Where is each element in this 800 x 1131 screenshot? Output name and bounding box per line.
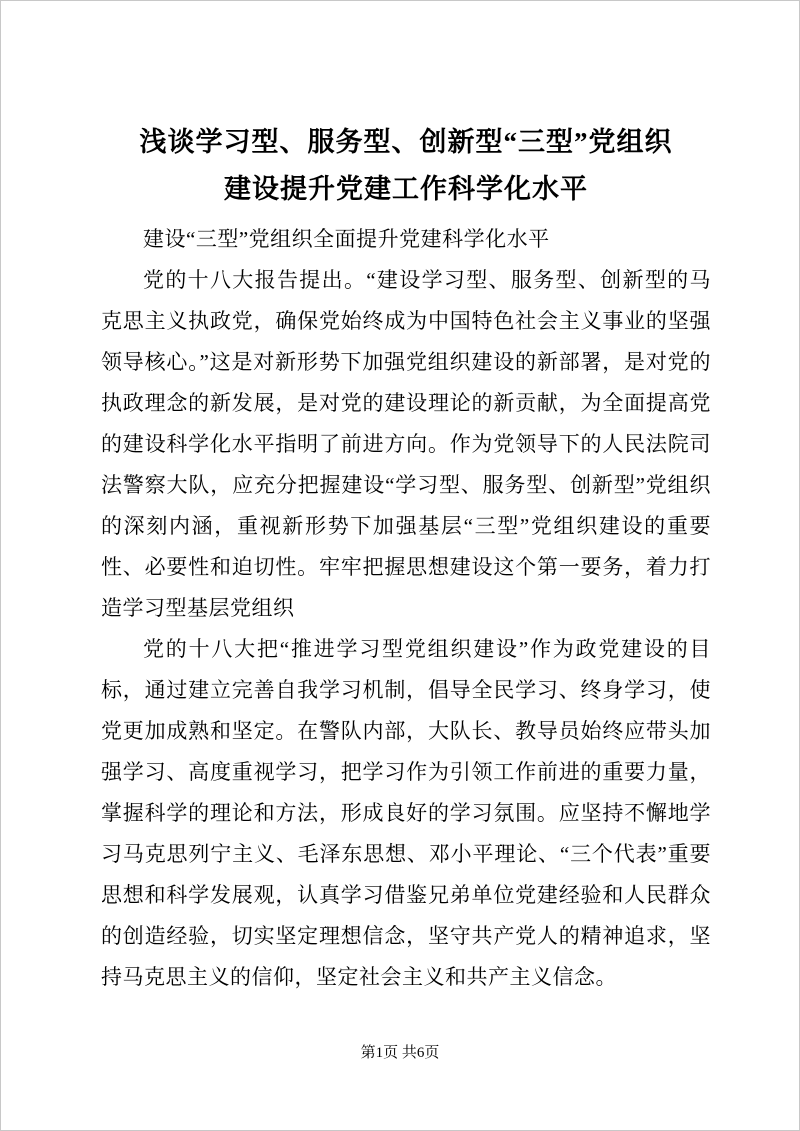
- document-body: [101, 219, 711, 998]
- document-title: [101, 119, 711, 213]
- document-title-line-1: 浅谈学习型、服务型、创新型“三型”党组织: [139, 127, 673, 157]
- page-number-footer: 第1页 共6页: [360, 1045, 440, 1061]
- document-title-line-2: 建设提升党建工作科学化水平: [224, 174, 588, 204]
- paragraph-subtitle: 建设“三型”党组织全面提升党建科学化水平: [143, 227, 550, 251]
- paragraph-2: 党的十八大把“推进学习型党组织建设”作为政党建设的目标，通过建立完善自我学习机制，倡导全民学习、终身学习，使党更加成熟和坚定。在警队内部，大队长、教导员始终应带头加强学习、高度重视学习，把学习作为引领工作前进的重要力量，掌握科学的理论和方法，形成良好的学习氛围。应坚持不懈地学习马克思列宁主义、毛泽东思想、邓小平理论、“三个代表”重要思想和科学发展观，认真学习借鉴兄弟单位党建经验和人民群众的创造经验，切实坚定理想信念，坚守共产党人的精神追求，坚持马克思主义的信仰，坚定社会主义和共产主义信念。: [101, 637, 711, 989]
- paragraph-1: 党的十八大报告提出。“建设学习型、服务型、创新型的马克思主义执政党，确保党始终成为中国特色社会主义事业的坚强领导核心。”这是对新形势下加强党组织建设的新部署，是对党的执政理念的新发展，是对党的建设理论的新贡献，为全面提高党的建设科学化水平指明了前进方向。作为党领导下的人民法院司法警察大队，应充分把握建设“学习型、服务型、创新型”党组织的深刻内涵，重视新形势下加强基层“三型”党组织建设的重要性、必要性和迫切性。牢牢把握思想建设这个第一要务，着力打造学习型基层党组织: [101, 268, 711, 620]
- document-content: [101, 119, 711, 998]
